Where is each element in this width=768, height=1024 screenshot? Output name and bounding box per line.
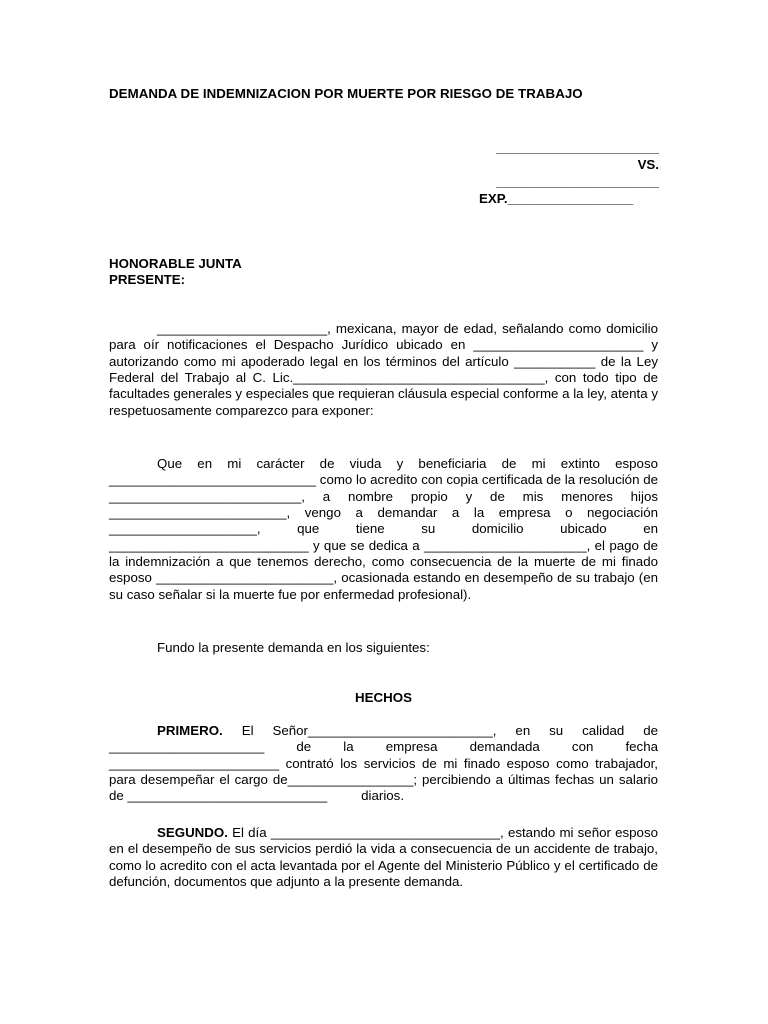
- addressee-line1: HONORABLE JUNTA: [109, 256, 242, 271]
- fact-primero-label: PRIMERO.: [157, 723, 223, 738]
- fact-primero-end: diarios.: [361, 788, 405, 804]
- fact-primero-text: El Señor_________________________, en su calidad de _____________________ de la empresa demandada con fecha _______________________ contrató los servicios de mi finado esposo como trabajador, para desempeñar el cargo de_________________; percibiendo a últimas fechas un salario de ___________________________: [109, 723, 658, 804]
- addressee-block: [109, 256, 242, 288]
- fact-segundo-label: SEGUNDO.: [157, 825, 228, 840]
- hechos-heading: HECHOS: [355, 690, 412, 705]
- parties-block: [479, 139, 659, 207]
- fact-segundo: [109, 825, 658, 890]
- plaintiff-line: ______________________: [496, 140, 659, 155]
- document-title: DEMANDA DE INDEMNIZACION POR MUERTE POR RIESGO DE TRABAJO: [109, 86, 583, 101]
- versus-label: VS.: [637, 157, 659, 172]
- defendant-line: ______________________: [496, 174, 659, 189]
- fact-segundo-text: El día _______________________________, estando mi señor esposo en el desempeño de sus servicios perdió la vida a consecuencia de un accidente de trabajo, como lo acredito con el acta levantada por el Agente del Ministerio Público y el certificado de defunción, documentos que adjunto a la presente demanda.: [109, 825, 658, 890]
- fact-primero: [109, 723, 658, 805]
- intro-paragraph: _______________________, mexicana, mayor de edad, señalando como domicilio para oír notificaciones el Despacho Jurídico ubicado en _______________________ y autorizando como mi apoderado legal en los términos del artículo ___________ de la Ley Federal del Trabajo al C. Lic.__________________________________, con todo tipo de facultades generales y especiales que requieran cláusula especial conforme a la ley, atenta y respetuosamente comparezco para exponer:: [109, 321, 658, 418]
- case-number-line: EXP._________________: [479, 191, 634, 206]
- addressee-line2: PRESENTE:: [109, 272, 186, 287]
- claim-paragraph: Que en mi carácter de viuda y beneficiaria de mi extinto esposo ____________________________ como lo acredito con copia certificada de la resolución de __________________________, a nombre propio y de mis menores hijos ________________________, vengo a demandar a la empresa o negociación ____________________, que tiene su domicilio ubicado en ___________________________ y que se dedica a ______________________, el pago de la indemnización a que tenemos derecho, como consecuencia de la muerte de mi finado esposo ________________________, ocasionada estando en desempeño de su trabajo (en su caso señalar si la muerte fue por enfermedad profesional).: [109, 456, 658, 602]
- foundation-paragraph: Fundo la presente demanda en los siguientes:: [157, 640, 430, 655]
